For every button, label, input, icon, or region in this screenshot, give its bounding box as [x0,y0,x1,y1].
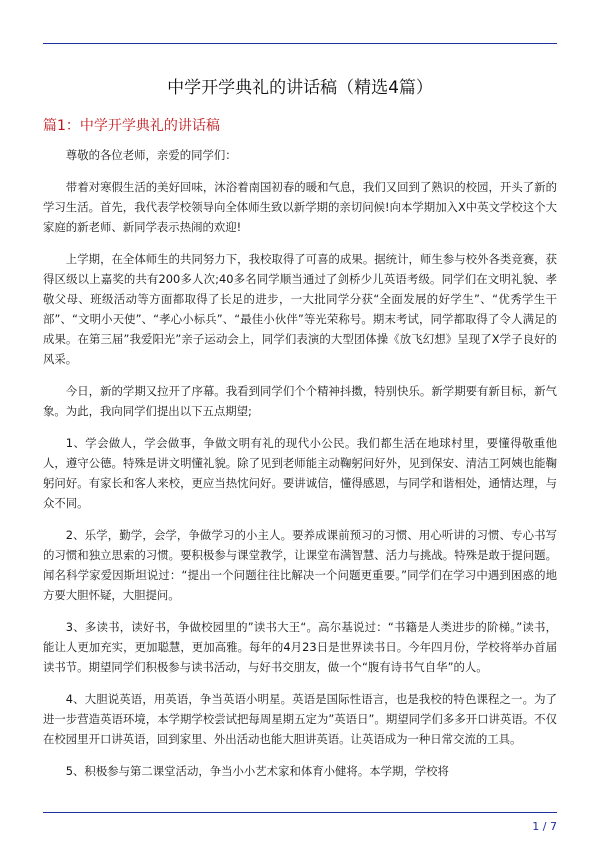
paragraph: 3、多读书，读好书，争做校园里的”读书大王“。高尔基说过：“书籍是人类进步的阶梯。”读书，能让人更加充实，更加聪慧，更加高雅。每年的4月23日是世界读书日。今年四月份，学校将举办首届读书节。期望同学们积极参与读书活动，与好书交朋友，做一个“腹有诗书气自华”的人。 [43,620,557,674]
section-heading: 篇1：中学开学典礼的讲话稿 [43,118,220,134]
document-body [43,145,557,793]
paragraph: 今日，新的学期又拉开了序幕。我看到同学们个个精神抖擞，特别快乐。新学期要有新目标，新气象。为此，我向同学们提出以下五点期望; [43,384,557,418]
paragraph: 5、积极参与第二课堂活动，争当小小艺术家和体育小健将。本学期，学校将 [65,764,449,778]
paragraph: 上学期，在全体师生的共同努力下，我校取得了可喜的成果。据统计，师生参与校外各类竞赛，获得区级以上嘉奖的共有200多人次;40多名同学顺当通过了剑桥少儿英语考级。同学们在文明礼貌、孝敬父母、班级活动等方面都取得了长足的进步，一大批同学分获“全面发展的好学生”、“优秀学生干部”、“文明小天使”、“孝心小标兵”、“最佳小伙伴”等光荣称号。期末考试，同学都取得了令人满足的成果。在第三届”我爱阳光”亲子运动会上，同学们表演的大型团体操《放飞幻想》呈现了X学子良好的风采。 [43,252,557,366]
paragraph-greeting: 尊敬的各位老师，亲爱的同学们： [65,148,237,162]
page-number: 1 / 7 [532,820,557,833]
paragraph: 带着对寒假生活的美好回味，沐浴着南国初春的暖和气息，我们又回到了熟识的校园，开头了新的学习生活。首先，我代表学校领导向全体师生致以新学期的亲切问候!向本学期加入X中英文学校这个大家庭的新老师、新同学表示热闹的欢迎! [43,180,557,234]
footer-rule [43,812,557,813]
header-rule [43,43,557,44]
paragraph: 4、大胆说英语，用英语，争当英语小明星。英语是国际性语言，也是我校的特色课程之一。为了进一步营造英语环境，本学期学校尝试把每周星期五定为”英语日”。期望同学们多多开口讲英语。不仅在校园里开口讲英语，回到家里、外出活动也能大胆讲英语。让英语成为一种日常交流的工具。 [43,692,557,746]
document-title: 中学开学典礼的讲话稿（精选4篇） [167,78,433,98]
paragraph: 1、学会做人，学会做事，争做文明有礼的现代小公民。我们都生活在地球村里，要懂得敬重他人，遵守公德。特殊是讲文明懂礼貌。除了见到老师能主动鞠躬问好外，见到保安、清洁工阿姨也能鞠躬问好。有家长和客人来校，更应当热忱问好。要讲诚信，懂得感恩，与同学和谐相处，通情达理，与众不同。 [43,436,557,510]
paragraph: 2、乐学，勤学，会学，争做学习的小主人。要养成课前预习的习惯、用心听讲的习惯、专心书写的习惯和独立思索的习惯。要积极参与课堂教学，让课堂布满智慧、活力与挑战。特殊是敢于提问题。闻名科学家爱因斯坦说过：“提出一个问题往往比解决一个问题更重要。”同学们在学习中遇到困惑的地方要大胆怀疑，大胆提问。 [43,528,557,602]
